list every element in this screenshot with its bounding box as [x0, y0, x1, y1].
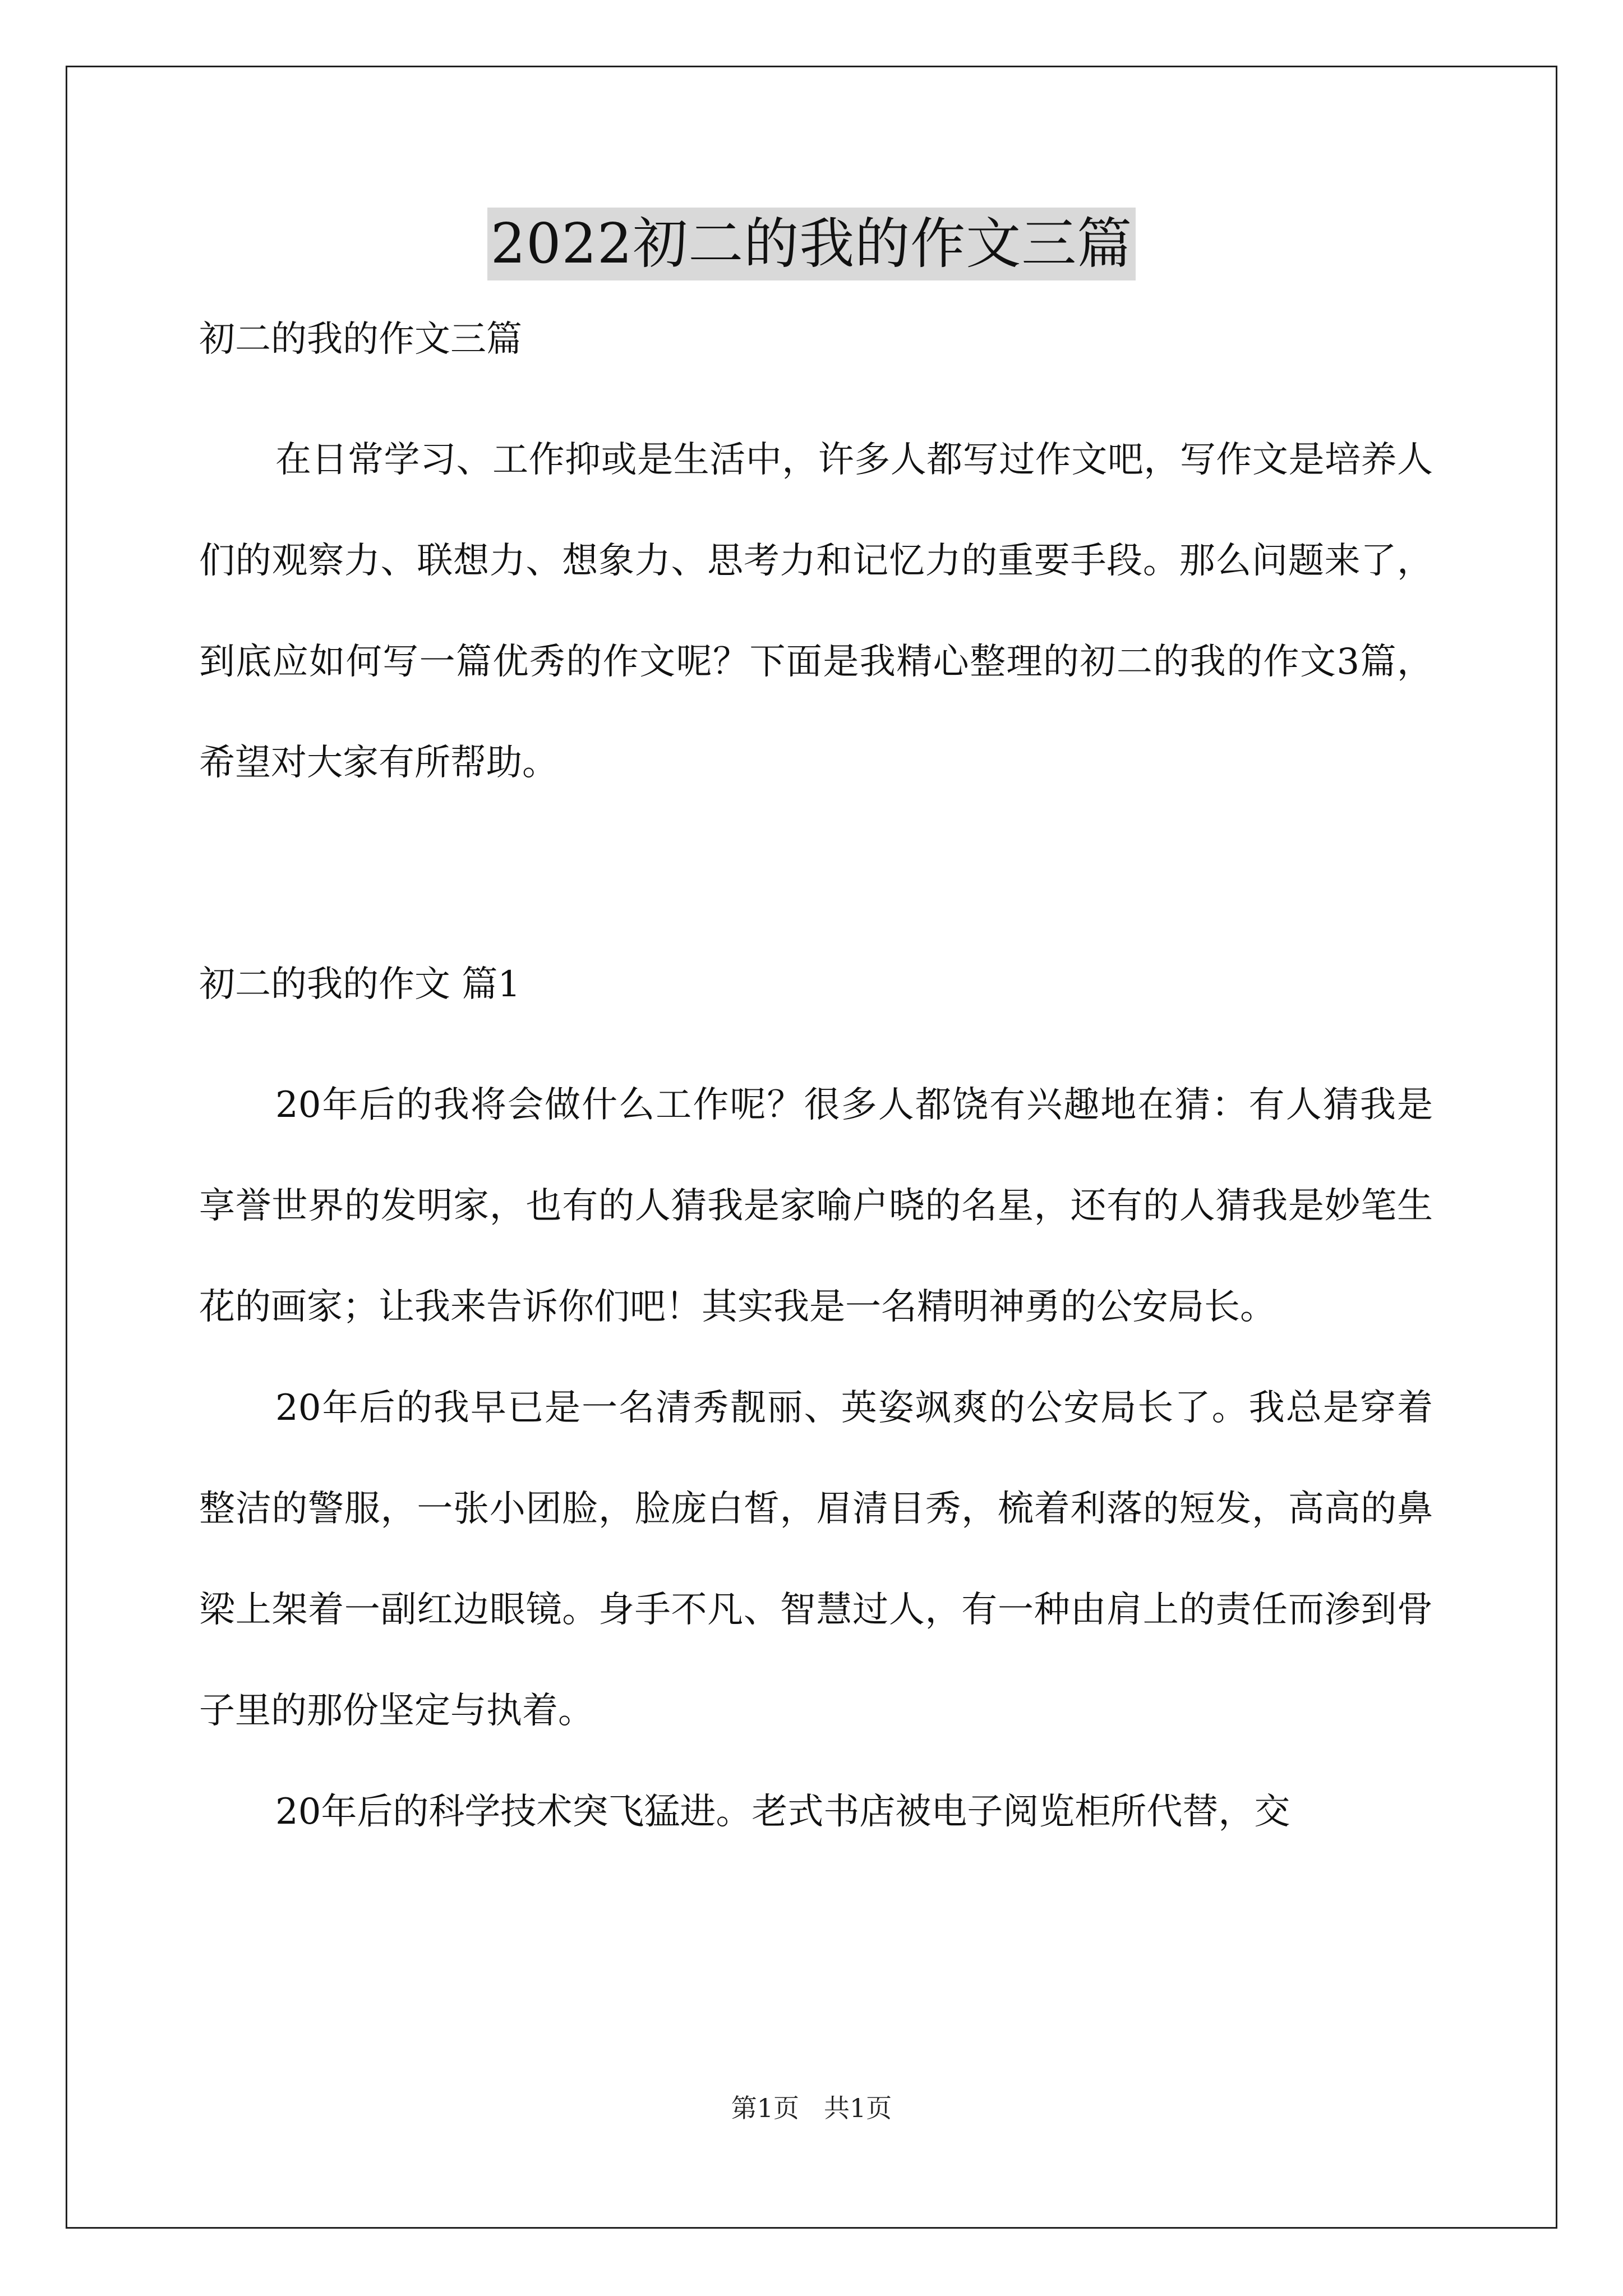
spacer: [199, 1010, 1433, 1055]
spacer: [199, 813, 1433, 959]
document-title[interactable]: 2022初二的我的作文三篇: [487, 208, 1136, 280]
spacer: [199, 365, 1433, 409]
intro-paragraph[interactable]: 在日常学习、工作抑或是生活中，许多人都写过作文吧，写作文是培养人们的观察力、联想力、想象力、思考力和记忆力的重要手段。那么问题来了，到底应如何写一篇优秀的作文呢？下面是我精心整理的初二的我的作文3篇，希望对大家有所帮助。: [199, 439, 1433, 784]
body-paragraph[interactable]: 20年后的我早已是一名清秀靓丽、英姿飒爽的公安局长了。我总是穿着整洁的警服，一张小团脸，脸庞白皙，眉清目秀，梳着利落的短发，高高的鼻梁上架着一副红边眼镜。身手不凡、智慧过人，有一种由肩上的责任而渗到骨子里的那份坚定与执着。: [199, 1387, 1433, 1732]
page-footer: [0, 2091, 1623, 2125]
document-body: [199, 314, 1433, 1862]
body-paragraph[interactable]: 20年后的科学技术突飞猛进。老式书店被电子阅览柜所代替，交: [275, 1791, 1290, 1833]
footer-separator: [799, 2093, 824, 2123]
section-heading[interactable]: 初二的我的作文 篇1: [199, 964, 521, 1005]
document-subtitle[interactable]: 初二的我的作文三篇: [199, 319, 522, 360]
page-number: 第1页: [731, 2093, 800, 2123]
page-total: 共1页: [823, 2093, 892, 2123]
title-container: [0, 208, 1623, 280]
body-paragraph[interactable]: 20年后的我将会做什么工作呢？很多人都饶有兴趣地在猜：有人猜我是享誉世界的发明家，也有的人猜我是家喻户晓的名星，还有的人猜我是妙笔生花的画家；让我来告诉你们吧！其实我是一名精明神勇的公安局长。: [199, 1084, 1433, 1328]
